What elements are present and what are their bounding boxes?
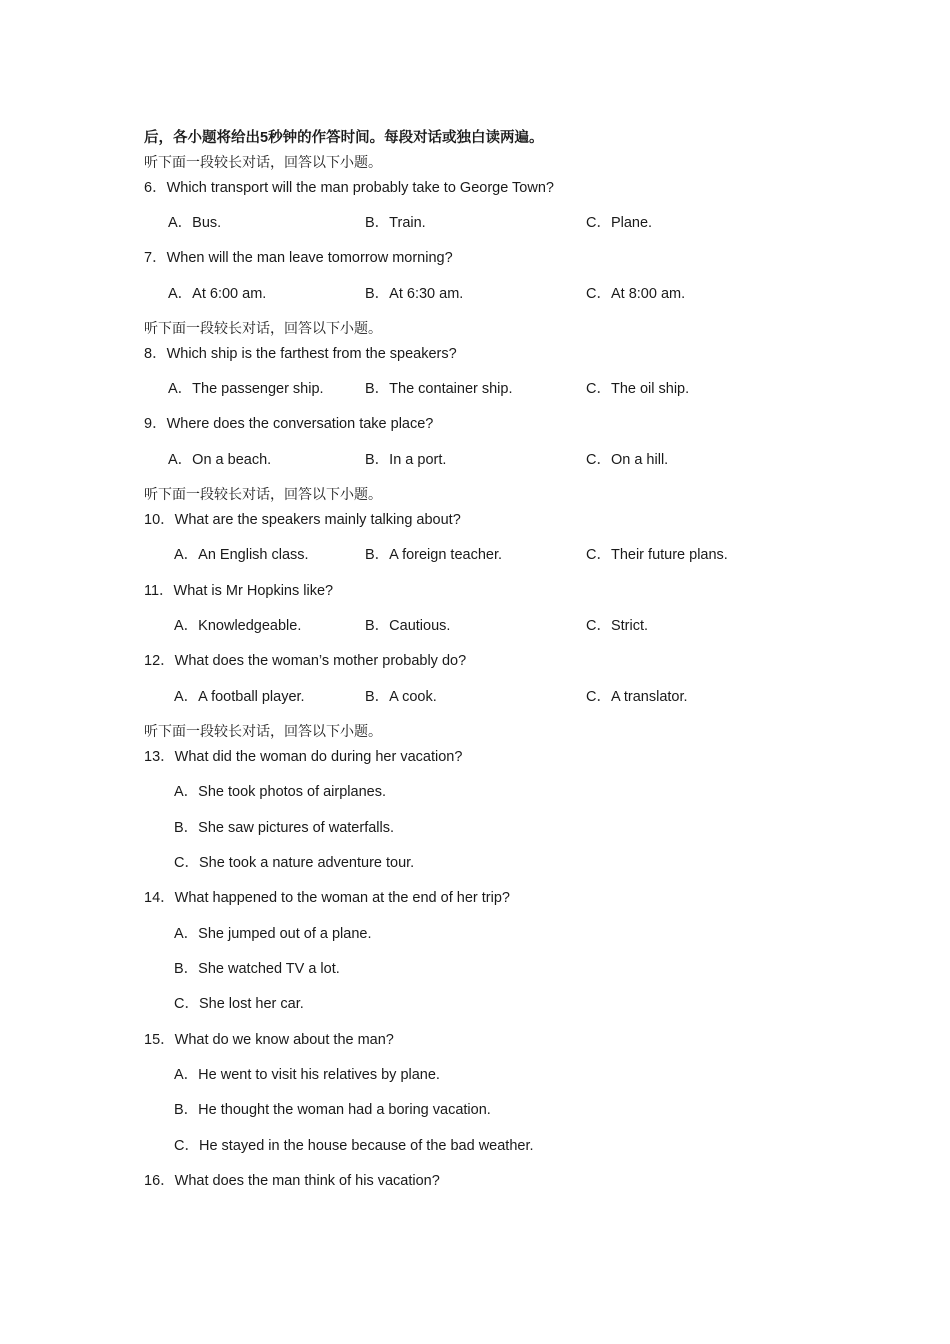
q12-option-b: B．A cook. <box>365 689 437 705</box>
q13-option-b: B．She saw pictures of waterfalls. <box>174 820 395 836</box>
q6-option-a: A．Bus. <box>168 215 222 231</box>
q8-option-c: C．The oil ship. <box>586 381 690 397</box>
question-11: 11．What is Mr Hopkins like? <box>144 583 334 599</box>
section-header: 听下面一段较长对话，回答以下小题。 <box>144 155 382 171</box>
q6-option-c: C．Plane. <box>586 215 653 231</box>
section-header: 听下面一段较长对话，回答以下小题。 <box>144 487 382 503</box>
q13-option-a: A．She took photos of airplanes. <box>174 784 386 800</box>
q11-option-c: C．Strict. <box>586 618 649 634</box>
instructions: 后，各小题将给出5秒钟的作答时间。每段对话或独白读两遍。 <box>144 130 544 146</box>
q8-option-a: A．The passenger ship. <box>168 381 324 397</box>
q11-option-b: B．Cautious. <box>365 618 451 634</box>
q6-option-b: B．Train. <box>365 215 426 231</box>
question-14: 14．What happened to the woman at the end of her trip? <box>144 890 510 906</box>
question-13: 13．What did the woman do during her vacation? <box>144 749 463 765</box>
q7-option-c: C．At 8:00 am. <box>586 286 686 302</box>
q15-option-a: A．He went to visit his relatives by plane. <box>174 1067 440 1083</box>
q9-option-c: C．On a hill. <box>586 452 669 468</box>
q14-option-c: C．She lost her car. <box>174 996 304 1012</box>
q11-option-a: A．Knowledgeable. <box>174 618 302 634</box>
q10-option-a: A．An English class. <box>174 547 309 563</box>
section-header: 听下面一段较长对话，回答以下小题。 <box>144 724 382 740</box>
question-12: 12．What does the woman’s mother probably do? <box>144 653 467 669</box>
question-6: 6．Which transport will the man probably take to George Town? <box>144 180 554 196</box>
q15-option-b: B．He thought the woman had a boring vacation. <box>174 1102 491 1118</box>
q8-option-b: B．The container ship. <box>365 381 513 397</box>
question-10: 10．What are the speakers mainly talking about? <box>144 512 461 528</box>
q7-option-b: B．At 6:30 am. <box>365 286 464 302</box>
q12-option-a: A．A football player. <box>174 689 305 705</box>
question-7: 7．When will the man leave tomorrow morning? <box>144 250 453 266</box>
q9-option-b: B．In a port. <box>365 452 447 468</box>
question-9: 9．Where does the conversation take place? <box>144 416 434 432</box>
q12-option-c: C．A translator. <box>586 689 688 705</box>
q14-option-b: B．She watched TV a lot. <box>174 961 340 977</box>
q7-option-a: A．At 6:00 am. <box>168 286 267 302</box>
question-16: 16．What does the man think of his vacation? <box>144 1173 440 1189</box>
q14-option-a: A．She jumped out of a plane. <box>174 926 372 942</box>
q13-option-c: C．She took a nature adventure tour. <box>174 855 415 871</box>
question-8: 8．Which ship is the farthest from the speakers? <box>144 346 457 362</box>
q10-option-b: B．A foreign teacher. <box>365 547 503 563</box>
q15-option-c: C．He stayed in the house because of the bad weather. <box>174 1138 534 1154</box>
q9-option-a: A．On a beach. <box>168 452 272 468</box>
question-15: 15．What do we know about the man? <box>144 1032 394 1048</box>
section-header: 听下面一段较长对话，回答以下小题。 <box>144 321 382 337</box>
q10-option-c: C．Their future plans. <box>586 547 728 563</box>
